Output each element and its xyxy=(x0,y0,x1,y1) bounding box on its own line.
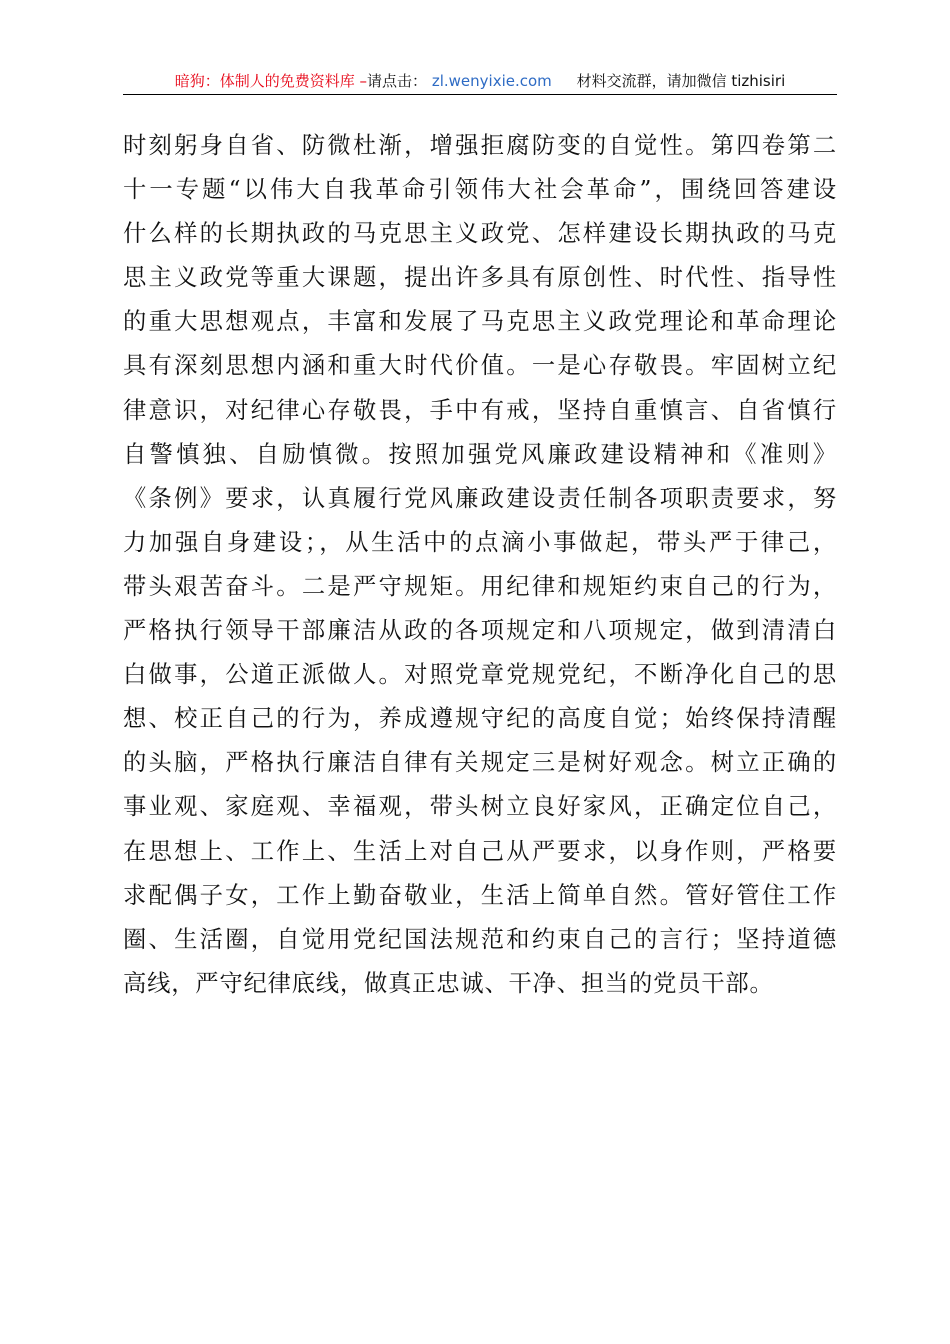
body-line: 具有深刻思想内涵和重大时代价值。一是心存敬畏。牢固树立纪 xyxy=(123,352,837,380)
body-line: 《条例》要求，认真履行党风廉政建设责任制各项职责要求，努 xyxy=(123,484,837,512)
header-separator: – xyxy=(359,72,368,90)
body-line: 自警慎独、自励慎微。按照加强党风廉政建设精神和《准则》 xyxy=(123,440,837,468)
body-line: 的头脑，严格执行廉洁自律有关规定三是树好观念。树立正确的 xyxy=(123,749,837,777)
body-line: 事业观、家庭观、幸福观，带头树立良好家风，正确定位自己， xyxy=(123,793,837,821)
body-line: 时刻躬身自省、防微杜渐，增强拒腐防变的自觉性。第四卷第二 xyxy=(123,132,837,159)
header-contact-text: 材料交流群，请加微信 tizhisiri xyxy=(576,72,786,90)
body-line: 在思想上、工作上、生活上对自己从严要求，以身作则，严格要 xyxy=(123,837,837,865)
page-header xyxy=(123,68,837,94)
body-line: 的重大思想观点，丰富和发展了马克思主义政党理论和革命理论 xyxy=(123,308,837,336)
body-line: 思主义政党等重大课题，提出许多具有原创性、时代性、指导性 xyxy=(123,264,837,292)
body-line: 圈、生活圈，自觉用党纪国法规范和约束自己的言行；坚持道德 xyxy=(123,925,837,953)
header-site-link[interactable]: zl.wenyixie.com xyxy=(431,72,552,90)
body-line: 白做事，公道正派做人。对照党章党规党纪，不断净化自己的思 xyxy=(123,661,837,689)
body-line: 律意识，对纪律心存敬畏，手中有戒，坚持自重慎言、自省慎行 xyxy=(123,396,837,424)
body-line: 高线，严守纪律底线，做真正忠诚、干净、担当的党员干部。 xyxy=(123,969,774,997)
body-line: 带头艰苦奋斗。二是严守规矩。用纪律和规矩约束自己的行为， xyxy=(123,572,837,600)
body-line: 想、校正自己的行为，养成遵规守纪的高度自觉；始终保持清醒 xyxy=(123,705,837,733)
header-click-prompt: 请点击： xyxy=(367,72,428,90)
body-line: 力加强自身建设；，从生活中的点滴小事做起，带头严于律己， xyxy=(123,528,837,556)
document-body xyxy=(123,124,837,1006)
body-line: 十一专题“以伟大自我革命引领伟大社会革命”，围绕回答建设 xyxy=(123,176,837,204)
body-line: 什么样的长期执政的马克思主义政党、怎样建设长期执政的马克 xyxy=(123,220,837,248)
header-divider xyxy=(123,94,837,95)
body-line: 求配偶子女，工作上勤奋敬业，生活上简单自然。管好管住工作 xyxy=(123,881,837,909)
header-site-name: 暗狗：体制人的免费资料库 xyxy=(174,72,355,90)
body-line: 严格执行领导干部廉洁从政的各项规定和八项规定，做到清清白 xyxy=(123,617,837,645)
